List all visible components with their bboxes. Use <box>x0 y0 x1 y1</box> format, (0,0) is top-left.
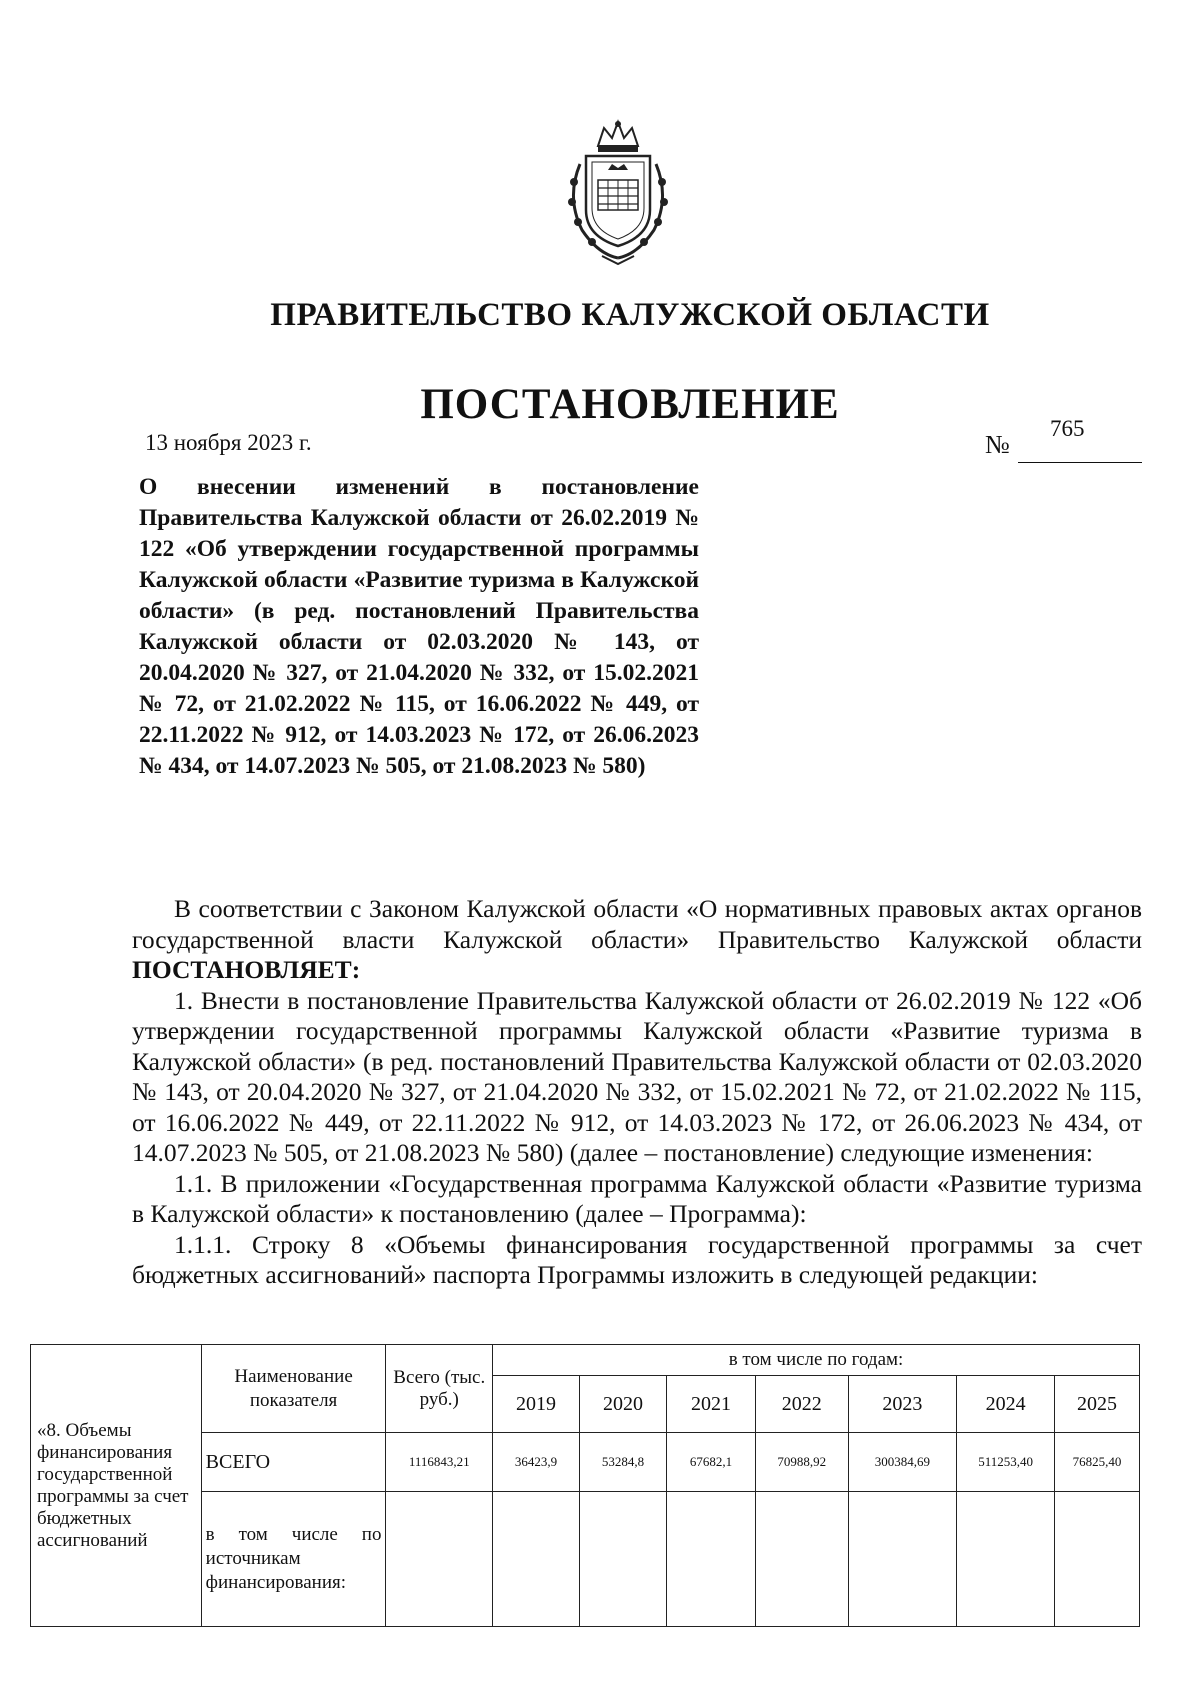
total-all-years: 1116843,21 <box>386 1433 493 1492</box>
intro-text: В соответствии с Законом Калужской области «О нормативных правовых актах органов государственной власти Калужской области» Правительство Калужской области <box>132 894 1142 954</box>
column-header-total: Всего (тыс. руб.) <box>386 1345 493 1433</box>
empty-cell <box>957 1492 1055 1627</box>
year-header: 2025 <box>1055 1376 1140 1433</box>
document-type: ПОСТАНОВЛЕНИЕ <box>420 381 840 428</box>
empty-cell <box>848 1492 957 1627</box>
document-subject: О внесении изменений в постановление Правительства Калужской области от 26.02.2019 № 122 «Об утверждении государственной программы Калужской области «Развитие туризма в Калужской области» (в ред. постановлений Правительства Калужской области от 02.03.2020 № 143, от 20.04.2020 № 327, от 21.04.2020 № 332, от 15.02.2021 № 72, от 21.02.2022 № 115, от 16.06.2022 № 449, от 22.11.2022 № 912, от 14.03.2023 № 172, от 26.06.2023 № 434, от 14.07.2023 № 505, от 21.08.2023 № 580) <box>139 474 699 779</box>
column-header-name: Наименование показателя <box>201 1345 386 1433</box>
paragraph-1-1: 1.1. В приложении «Государственная программа Калужской области «Развитие туризма в Калужской области» к постановлению (далее – Программа): <box>132 1168 1142 1228</box>
document-date: 13 ноября 2023 г. <box>145 430 312 455</box>
year-header: 2021 <box>666 1376 755 1433</box>
financing-table <box>30 1344 1140 1627</box>
number-label: № <box>985 430 1010 459</box>
year-header: 2024 <box>957 1376 1055 1433</box>
empty-cell <box>666 1492 755 1627</box>
total-year-value: 511253,40 <box>957 1433 1055 1492</box>
coat-of-arms-icon <box>558 118 678 266</box>
government-title: ПРАВИТЕЛЬСТВО КАЛУЖСКОЙ ОБЛАСТИ <box>270 297 990 333</box>
document-number: 765 <box>1050 416 1085 441</box>
row-label-cell: «8. Объемы финансирования государственной программы за счет бюджетных ассигнований <box>31 1345 202 1627</box>
document-body <box>132 894 1142 1291</box>
number-underline <box>1018 462 1142 463</box>
sources-label: в том числе по источникам финансирования: <box>201 1492 386 1627</box>
year-header: 2022 <box>756 1376 848 1433</box>
empty-cell <box>1055 1492 1140 1627</box>
paragraph-1-1-1: 1.1.1. Строку 8 «Объемы финансирования государственной программы за счет бюджетных ассигнований» паспорта Программы изложить в следующей редакции: <box>132 1229 1142 1289</box>
empty-cell <box>579 1492 666 1627</box>
year-header: 2019 <box>493 1376 580 1433</box>
resolves-word: ПОСТАНОВЛЯЕТ: <box>132 955 361 984</box>
total-year-value: 67682,1 <box>666 1433 755 1492</box>
intro-paragraph <box>132 894 1142 986</box>
total-year-value: 36423,9 <box>493 1433 580 1492</box>
total-year-value: 76825,40 <box>1055 1433 1140 1492</box>
empty-cell <box>756 1492 848 1627</box>
year-header: 2020 <box>579 1376 666 1433</box>
empty-cell <box>386 1492 493 1627</box>
total-row-label: ВСЕГО <box>201 1433 386 1492</box>
total-year-value: 70988,92 <box>756 1433 848 1492</box>
column-header-years: в том числе по годам: <box>493 1345 1140 1376</box>
paragraph-1: 1. Внести в постановление Правительства Калужской области от 26.02.2019 № 122 «Об утверждении государственной программы Калужской области «Развитие туризма в Калужской области» (в ред. постановлений Правительства Калужской области от 02.03.2020 № 143, от 20.04.2020 № 327, от 21.04.2020 № 332, от 15.02.2021 № 72, от 21.02.2022 № 115, от 16.06.2022 № 449, от 22.11.2022 № 912, от 14.03.2023 № 172, от 26.06.2023 № 434, от 14.07.2023 № 505, от 21.08.2023 № 580) (далее – постановление) следующие изменения: <box>132 985 1142 1167</box>
total-year-value: 300384,69 <box>848 1433 957 1492</box>
empty-cell <box>493 1492 580 1627</box>
year-header: 2023 <box>848 1376 957 1433</box>
total-year-value: 53284,8 <box>579 1433 666 1492</box>
